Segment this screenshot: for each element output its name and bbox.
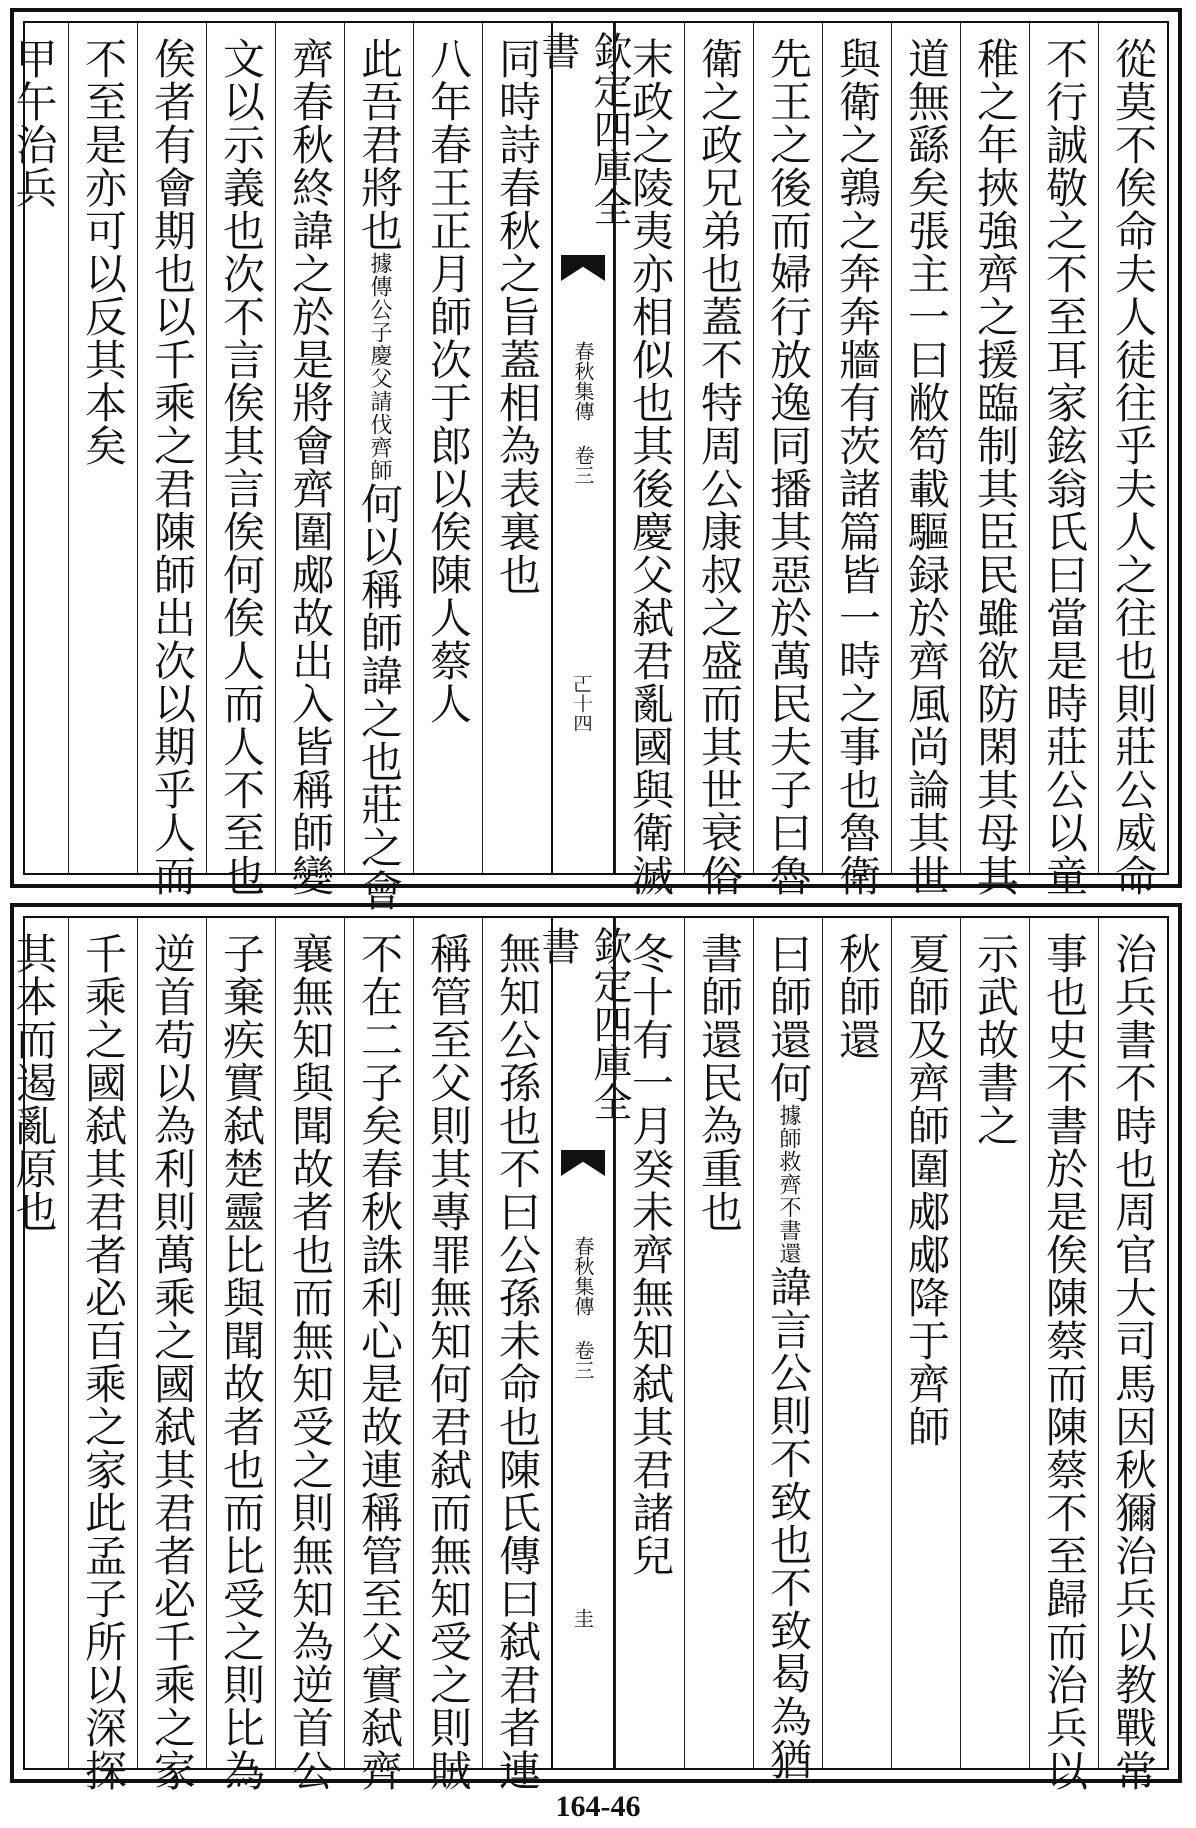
column-text: 冬十有一月癸未齊無知弑其君諸兒 xyxy=(626,932,675,1577)
column-text: 不行誠敬之不至耳家鉉翁氏曰當是時莊公以童 xyxy=(1040,37,1089,897)
text-column xyxy=(137,918,206,1792)
center-fold xyxy=(535,23,632,873)
text-column xyxy=(753,918,822,1781)
text-column xyxy=(206,918,275,1792)
column-text: 逆首苟以為利則萬乘之國弑其君者必千乘之家 xyxy=(148,932,197,1792)
text-column xyxy=(684,23,753,897)
text-column xyxy=(615,918,684,1768)
main-text: 諱言公則不致也不致曷為猶 xyxy=(764,1265,813,1781)
text-column xyxy=(1098,918,1167,1792)
text-column xyxy=(206,23,275,897)
column-text: 齊春秋終諱之於是將會齊圍郕故出入皆稱師變 xyxy=(286,37,335,897)
text-column xyxy=(0,918,68,1768)
column-text: 事也史不書於是俟陳蔡而陳蔡不至歸而治兵以 xyxy=(1040,932,1089,1792)
center-fold xyxy=(535,918,632,1768)
main-text: 曰師還何 xyxy=(764,932,813,1104)
main-text: 何以稱師諱之也莊之會 xyxy=(355,482,404,912)
column-text: 示武故書之 xyxy=(971,932,1020,1147)
text-column xyxy=(275,23,344,897)
fish-tail-mark xyxy=(561,1150,605,1176)
text-column xyxy=(68,918,137,1792)
annotation-note: 據傳公子慶父請伐齊師 xyxy=(367,252,392,482)
column-text: 無知公孫也不曰公孫未命也陳氏傳曰弑君者連 xyxy=(493,932,542,1792)
folio-number: 𠀀十四 xyxy=(570,673,595,733)
column-text: 千乘之國弑其君者必百乘之家此孟子所以深探 xyxy=(79,932,128,1792)
text-column xyxy=(0,23,68,873)
text-column xyxy=(344,918,413,1792)
column-text: 書師還民為重也 xyxy=(695,932,744,1233)
column-text: 同時詩春秋之旨蓋相為表裏也 xyxy=(493,37,542,596)
top-page xyxy=(9,8,1182,912)
text-column xyxy=(822,23,891,897)
page-number-footer: 164-46 xyxy=(555,1790,641,1823)
column-text: 與衛之鶉之奔奔牆有茨諸篇皆一時之事也魯衛 xyxy=(833,37,882,897)
text-column xyxy=(1029,23,1098,897)
text-column xyxy=(960,918,1029,1768)
column-text: 不在二子矣春秋誅利心是故連稱管至父實弑齊 xyxy=(355,932,404,1792)
text-column xyxy=(822,918,891,1768)
column-text: 其本而遏亂原也 xyxy=(9,932,59,1233)
column-text: 先王之後而婦行放逸同播其惡於萬民夫子曰魯 xyxy=(764,37,813,897)
column-text: 夏師及齊師圍郕郕降于齊師 xyxy=(902,932,951,1448)
text-column xyxy=(960,23,1029,897)
column-text: 衛之政兄弟也蓋不特周公康叔之盛而其世衰俗 xyxy=(695,37,744,897)
column-text: 稚之年挾強齊之援臨制其臣民雖欲防閑其母其 xyxy=(971,37,1020,897)
text-column xyxy=(413,23,482,873)
book-title: 欽定四庫全書 xyxy=(535,926,632,1121)
column-text: 末政之陵夷亦相似也其後慶父弑君亂國與衛滅 xyxy=(626,37,675,897)
annotation-note: 據師救齊不書還 xyxy=(776,1104,801,1265)
column-text: 道無繇矣張主一曰敝笱載驅録於齊風尚論其世 xyxy=(902,37,951,897)
main-text: 此吾君將也 xyxy=(355,37,404,252)
bottom-page xyxy=(9,903,1182,1792)
text-column xyxy=(344,23,413,912)
column-text: 甲午治兵 xyxy=(9,37,59,209)
column-text xyxy=(758,918,818,1781)
column-text: 子棄疾實弑楚靈比與聞故者也而比受之則比為 xyxy=(217,932,266,1792)
column-text: 不至是亦可以反其本矣 xyxy=(79,37,128,467)
folio-number: 圭 xyxy=(570,1608,595,1628)
text-column xyxy=(891,23,960,897)
column-text: 俟者有會期也以千乘之君陳師出次以期乎人而 xyxy=(148,37,197,897)
text-column xyxy=(615,23,684,897)
column-text xyxy=(349,23,409,912)
column-text: 稱管至父則其專罪無知何君弑而無知受之則賊 xyxy=(424,932,473,1792)
fish-tail-mark xyxy=(561,255,605,281)
text-column xyxy=(684,918,753,1768)
column-text: 從莫不俟命夫人徒往乎夫人之往也則莊公威命 xyxy=(1109,37,1158,897)
column-text: 文以示義也次不言俟其言俟何俟人而人不至也 xyxy=(217,37,266,897)
top-page-frame xyxy=(9,21,1169,912)
column-text: 治兵書不時也周官大司馬因秋獮治兵以教戰常 xyxy=(1109,932,1158,1792)
bottom-page-frame xyxy=(9,916,1169,1792)
book-title: 欽定四庫全書 xyxy=(535,31,632,226)
text-column xyxy=(68,23,137,873)
text-column xyxy=(753,23,822,897)
text-column xyxy=(275,918,344,1792)
volume-label: 春秋集傳 卷三 xyxy=(571,341,595,485)
text-column xyxy=(413,918,482,1792)
volume-label: 春秋集傳 卷三 xyxy=(571,1236,595,1380)
text-column xyxy=(1029,918,1098,1792)
column-text: 秋師還 xyxy=(833,932,882,1061)
text-column xyxy=(137,23,206,897)
column-text: 襄無知與聞故者也而無知受之則無知為逆首公 xyxy=(286,932,335,1792)
text-column xyxy=(1098,23,1167,897)
column-text: 八年春王正月師次于郎以俟陳人蔡人 xyxy=(424,37,473,725)
text-column xyxy=(891,918,960,1768)
